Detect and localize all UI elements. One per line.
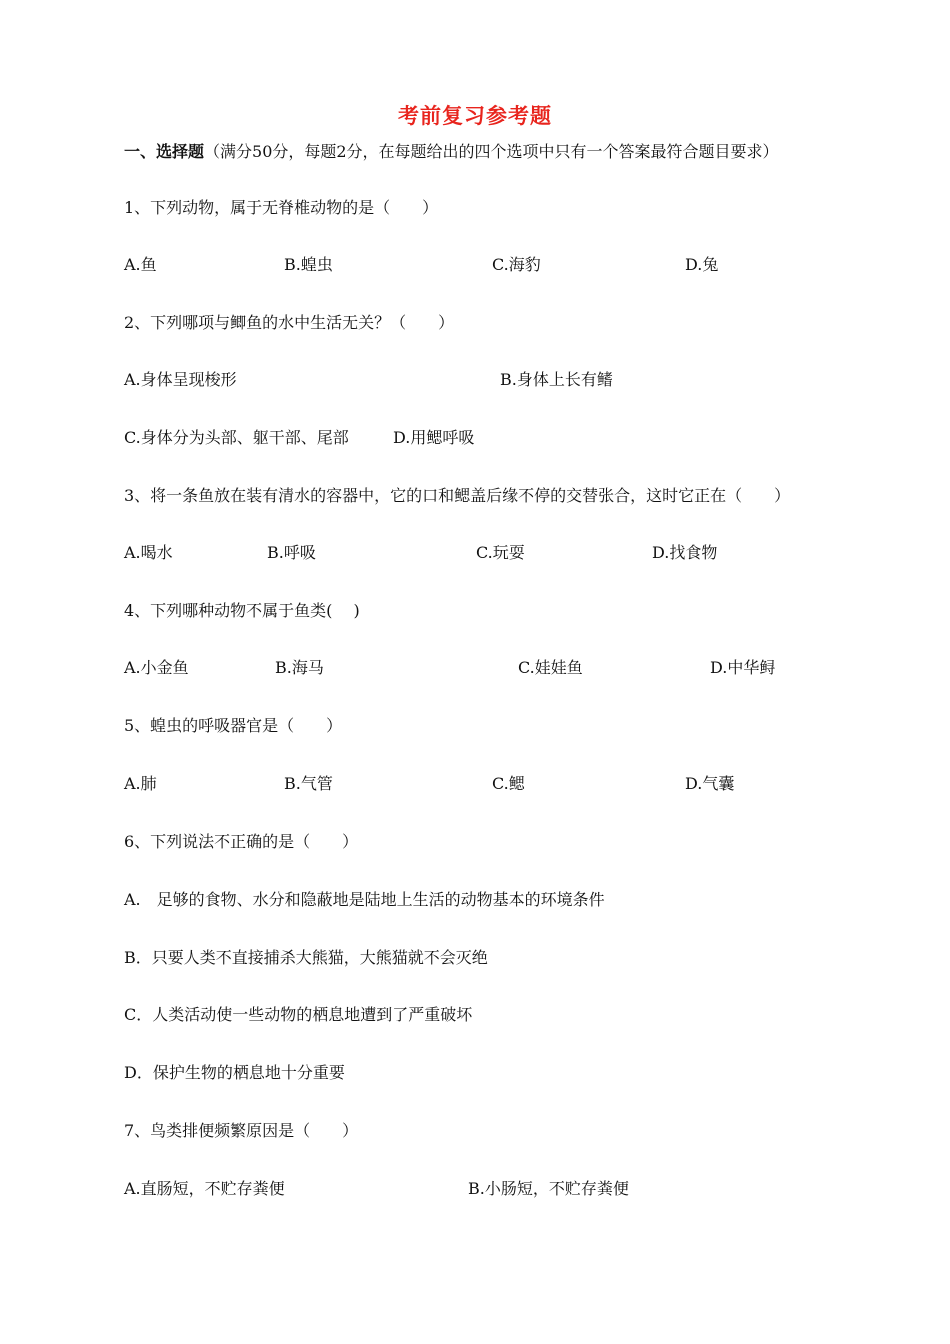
question-3-option-a: A.喝水 xyxy=(124,543,173,562)
question-6-option-d: D．保护生物的栖息地十分重要 xyxy=(124,1063,345,1082)
question-2-stem: 2、下列哪项与鲫鱼的水中生活无关？（ ） xyxy=(124,313,455,332)
question-4-option-b: B.海马 xyxy=(275,658,324,677)
question-2-option-c: C.身体分为头部、躯干部、尾部 xyxy=(124,428,349,447)
question-6-option-b: B．只要人类不直接捕杀大熊猫，大熊猫就不会灭绝 xyxy=(124,948,488,967)
question-7-stem: 7、鸟类排便频繁原因是（ ） xyxy=(124,1121,359,1140)
question-6-stem: 6、下列说法不正确的是（ ） xyxy=(124,832,359,851)
question-5-option-c: C.鳃 xyxy=(492,774,525,793)
question-2-option-a: A.身体呈现梭形 xyxy=(124,370,237,389)
section-heading xyxy=(124,139,779,162)
question-4-option-a: A.小金鱼 xyxy=(124,658,189,677)
question-3-stem: 3、将一条鱼放在装有清水的容器中，它的口和鳃盖后缘不停的交替张合，这时它正在（ ） xyxy=(124,486,791,505)
question-5-option-b: B.气管 xyxy=(284,774,333,793)
question-5-option-d: D.气囊 xyxy=(685,774,735,793)
question-4-option-d: D.中华鲟 xyxy=(710,658,776,677)
question-1-option-a: A.鱼 xyxy=(124,255,157,274)
question-3-option-c: C.玩耍 xyxy=(476,543,525,562)
document-title: 考前复习参考题 xyxy=(398,103,552,128)
question-7-option-a: A.直肠短，不贮存粪便 xyxy=(124,1179,285,1198)
question-1-option-b: B.蝗虫 xyxy=(284,255,333,274)
question-7-option-b: B.小肠短，不贮存粪便 xyxy=(468,1179,629,1198)
question-1-option-c: C.海豹 xyxy=(492,255,541,274)
section-note: （满分50分，每题2分，在每题给出的四个选项中只有一个答案最符合题目要求） xyxy=(204,142,779,161)
question-3-option-b: B.呼吸 xyxy=(267,543,316,562)
question-2-option-b: B.身体上长有鳍 xyxy=(500,370,613,389)
question-6-option-c: C．人类活动使一些动物的栖息地遭到了严重破坏 xyxy=(124,1005,473,1024)
question-1-option-d: D.兔 xyxy=(685,255,719,274)
question-2-option-d: D.用鳃呼吸 xyxy=(393,428,475,447)
question-3-option-d: D.找食物 xyxy=(652,543,718,562)
question-6-option-a: A. 足够的食物、水分和隐蔽地是陆地上生活的动物基本的环境条件 xyxy=(124,890,605,909)
question-4-option-c: C.娃娃鱼 xyxy=(518,658,583,677)
question-4-stem: 4、下列哪种动物不属于鱼类( ) xyxy=(124,601,360,620)
question-1-stem: 1、下列动物，属于无脊椎动物的是（ ） xyxy=(124,198,439,217)
section-label: 一、选择题 xyxy=(124,142,205,161)
question-5-option-a: A.肺 xyxy=(124,774,157,793)
question-5-stem: 5、蝗虫的呼吸器官是（ ） xyxy=(124,716,343,735)
